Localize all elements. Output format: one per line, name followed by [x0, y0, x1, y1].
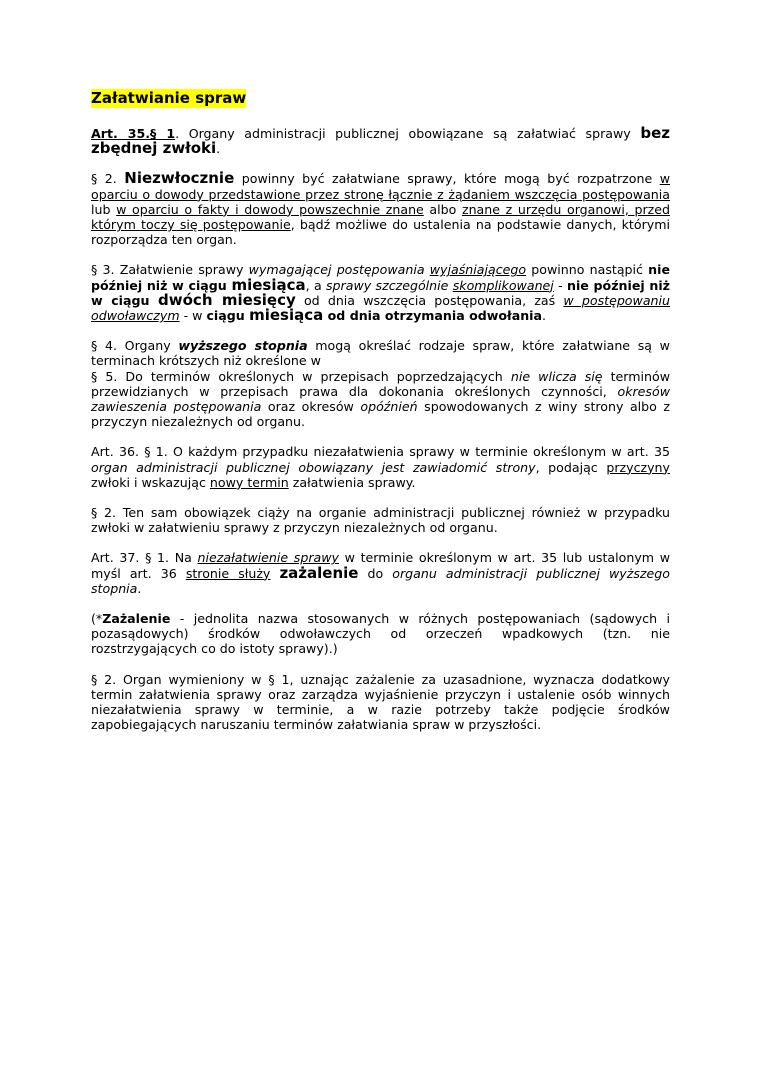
paragraph-art35-2: § 2. Niezwłocznie powinny być załatwiane sprawy, które mogą być rozpatrzone w oparciu o dowody przedstawione przez stronę łącznie z żądaniem wszczęcia postępowania lub w oparciu o fakty i dowody powszechnie znane albo znane z urzędu organowi, przed którym toczy się postępowanie, bądź możliwe do ustalenia na podstawie danych, którymi rozporządza ten organ. [91, 169, 671, 248]
paragraph-art37-1: Art. 37. § 1. Na niezałatwienie sprawy w terminie określonym w art. 35 lub ustalonym w myśl art. 36 stronie służy zażalenie do organu administracji publicznej wyższego stopnia. [91, 550, 671, 596]
document-title: Załatwianie spraw [91, 89, 247, 107]
emphasis-niezwlocznie: Niezwłocznie [124, 169, 235, 188]
emphasis-zazalenie: zażalenie [279, 563, 359, 582]
emphasis-bez-zbednej-zwloki: bez zbędnej zwłoki [91, 124, 671, 158]
article-ref: Art. 35.§ 1 [91, 126, 176, 141]
document-body [91, 89, 670, 748]
paragraph-art36-2: § 2. Ten sam obowiązek ciąży na organie administracji publicznej również w przypadku zwłoki w załatwieniu sprawy z przyczyn niezależnych od organu. [91, 505, 670, 536]
paragraph-note-zazalenie: (*Zażalenie - jednolita nazwa stosowanych w różnych postępowaniach (sądowych i pozasądowych) środków odwoławczych od orzeczeń wpadkowych (tzn. nie rozstrzygających co do istoty sprawy).) [91, 611, 670, 657]
paragraph-art35-3: § 3. Załatwienie sprawy wymagającej postępowania wyjaśniającego powinno nastąpić nie później niż w ciągu miesiąca, a sprawy szczególnie skomplikowanej - nie później niż w ciągu dwóch miesięcy od dnia wszczęcia postępowania, zaś w postępowaniu odwoławczym - w ciągu miesiąca od dnia otrzymania odwołania. [91, 262, 670, 325]
paragraph-art35-4: § 4. Organy wyższego stopnia mogą określać rodzaje spraw, które załatwiane są w terminach krótszych niż określone w [91, 338, 670, 369]
paragraph-art36-1: Art. 36. § 1. O każdym przypadku niezałatwienia sprawy w terminie określonym w art. 35 organ administracji publicznej obowiązany jest zawiadomić strony, podając przyczyny zwłoki i wskazując nowy termin załatwienia sprawy. [91, 444, 670, 490]
paragraph-art35-1: Art. 35.§ 1. Organy administracji publicznej obowiązane są załatwiać sprawy bez zbędnej zwłoki. [91, 124, 671, 158]
paragraph-art35-5: § 5. Do terminów określonych w przepisach poprzedzających nie wlicza się terminów przewidzianych w przepisach prawa dla dokonania określonych czynności, okresów zawieszenia postępowania oraz okresów opóźnień spowodowanych z winy strony albo z przyczyn niezależnych od organu. [91, 368, 671, 430]
paragraph-art37-2: § 2. Organ wymieniony w § 1, uznając zażalenie za uzasadnione, wyznacza dodatkowy termin załatwienia sprawy oraz zarządza wyjaśnienie przyczyn i ustalenie osób winnych niezałatwienia sprawy w terminie, a w razie potrzeby także podjęcie środków zapobiegających naruszaniu terminów załatwiania spraw w przyszłości. [91, 671, 670, 733]
